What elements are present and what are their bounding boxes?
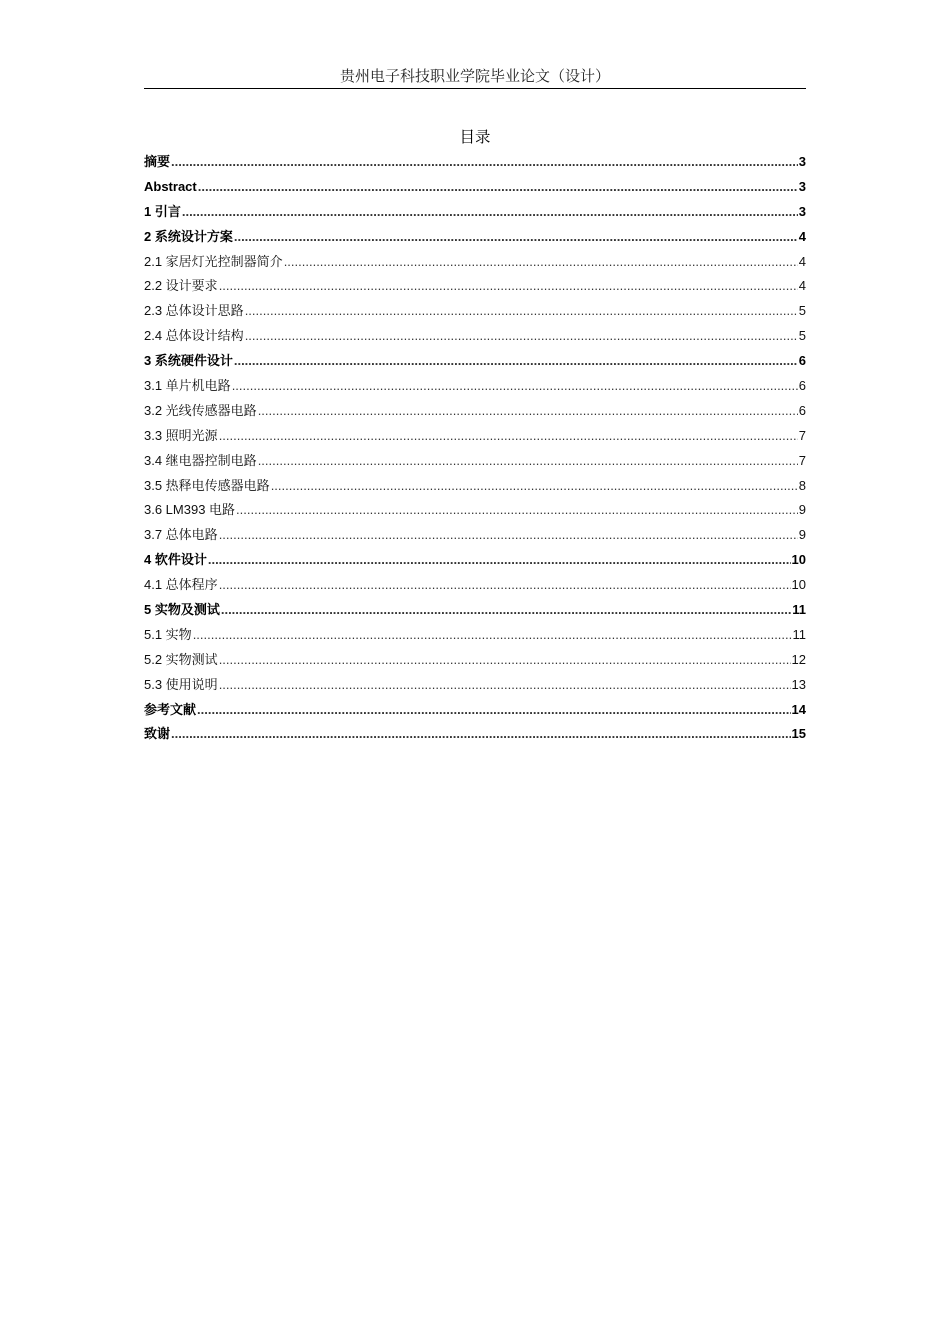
toc-entry-page: 9: [798, 527, 806, 543]
toc-entry-label: 3.3 照明光源: [144, 427, 218, 443]
toc-entry-page: 9: [798, 502, 806, 518]
toc-entry[interactable]: [144, 200, 806, 225]
toc-entry[interactable]: [144, 498, 806, 523]
toc-dot-leader: [219, 648, 791, 673]
toc-entry[interactable]: [144, 150, 806, 175]
toc-entry-page: 10: [791, 577, 806, 593]
toc-entry[interactable]: [144, 374, 806, 399]
toc-dot-leader: [197, 698, 791, 723]
toc-dot-leader: [182, 200, 798, 225]
toc-entry-label: 致谢: [144, 726, 171, 742]
toc-entry-page: 4: [798, 228, 806, 244]
toc-entry[interactable]: [144, 523, 806, 548]
toc-dot-leader: [219, 573, 791, 598]
toc-entry-label: 2.2 设计要求: [144, 278, 218, 294]
toc-dot-leader: [234, 225, 798, 250]
toc-entry-label: 4.1 总体程序: [144, 577, 218, 593]
toc-dot-leader: [198, 175, 798, 200]
toc-entry[interactable]: [144, 623, 806, 648]
toc-entry-page: 6: [798, 402, 806, 418]
toc-entry-page: 5: [798, 328, 806, 344]
toc-entry-page: 3: [798, 178, 806, 194]
toc-entry[interactable]: [144, 399, 806, 424]
toc-dot-leader: [245, 324, 798, 349]
toc-title: 目录: [459, 129, 491, 146]
toc-entry-page: 7: [798, 427, 806, 443]
toc-entry-page: 6: [798, 353, 806, 369]
toc-dot-leader: [171, 722, 791, 747]
toc-entry[interactable]: [144, 698, 806, 723]
toc-entry-label: 3 系统硬件设计: [144, 353, 233, 369]
toc-dot-leader: [236, 498, 798, 523]
toc-entry[interactable]: [144, 449, 806, 474]
toc-entry-label: 5 实物及测试: [144, 602, 220, 618]
toc-dot-leader: [234, 349, 798, 374]
toc-entry[interactable]: [144, 598, 806, 623]
toc-entry-label: 2 系统设计方案: [144, 228, 233, 244]
toc-entry-label: 3.2 光线传感器电路: [144, 402, 257, 418]
toc-dot-leader: [219, 523, 798, 548]
toc-dot-leader: [193, 623, 792, 648]
toc-entry-label: 3.1 单片机电路: [144, 378, 231, 394]
toc-entry-page: 6: [798, 378, 806, 394]
toc-entry-label: 5.2 实物测试: [144, 651, 218, 667]
toc-dot-leader: [258, 399, 798, 424]
toc-dot-leader: [219, 673, 791, 698]
toc-entry-page: 4: [798, 253, 806, 269]
toc-entry-label: 参考文献: [144, 701, 197, 717]
toc-entry[interactable]: [144, 722, 806, 747]
toc-entry-label: 2.4 总体设计结构: [144, 328, 244, 344]
toc-entry[interactable]: [144, 349, 806, 374]
toc-entry-page: 3: [798, 154, 806, 169]
toc-dot-leader: [245, 299, 798, 324]
toc-entry-label: 3.6 LM393 电路: [144, 502, 236, 518]
toc-entry[interactable]: [144, 250, 806, 275]
toc-dot-leader: [232, 374, 798, 399]
header-rule: [144, 88, 806, 89]
toc-dot-leader: [271, 474, 798, 499]
toc-entry[interactable]: [144, 573, 806, 598]
toc-entry-page: 5: [798, 303, 806, 319]
toc-dot-leader: [171, 150, 798, 175]
toc-entry-page: 10: [791, 552, 806, 568]
toc-entry[interactable]: [144, 548, 806, 573]
toc-entry-label: 3.5 热释电传感器电路: [144, 477, 270, 493]
toc-entry-label: 2.1 家居灯光控制器简介: [144, 253, 283, 269]
toc-entry[interactable]: [144, 299, 806, 324]
toc-entry[interactable]: [144, 274, 806, 299]
toc-entry-label: 5.1 实物: [144, 626, 192, 642]
toc-entry-page: 11: [792, 602, 806, 618]
toc-entry-page: 12: [791, 651, 806, 667]
toc-entry-page: 7: [798, 452, 806, 468]
toc-entry-label: 2.3 总体设计思路: [144, 303, 244, 319]
toc-dot-leader: [208, 548, 791, 573]
toc-entry[interactable]: [144, 673, 806, 698]
toc-entry[interactable]: [144, 225, 806, 250]
toc-entry-page: 15: [791, 726, 806, 742]
toc-entry-page: 3: [798, 203, 806, 219]
toc-entry-label: 3.4 继电器控制电路: [144, 452, 257, 468]
page-header: 贵州电子科技职业学院毕业论文（设计）: [339, 69, 610, 85]
toc-entry-page: 4: [798, 278, 806, 294]
toc-entry-page: 13: [791, 676, 806, 692]
toc-dot-leader: [284, 250, 798, 275]
toc-entry-label: 3.7 总体电路: [144, 527, 218, 543]
table-of-contents: [144, 150, 806, 747]
toc-dot-leader: [258, 449, 798, 474]
toc-entry-label: 1 引言: [144, 203, 181, 219]
toc-entry-page: 14: [791, 701, 806, 717]
toc-dot-leader: [221, 598, 791, 623]
toc-dot-leader: [219, 424, 798, 449]
toc-entry[interactable]: [144, 648, 806, 673]
toc-entry[interactable]: [144, 424, 806, 449]
toc-entry-label: 4 软件设计: [144, 552, 207, 568]
toc-dot-leader: [219, 274, 798, 299]
toc-entry-label: 5.3 使用说明: [144, 676, 218, 692]
toc-entry-page: 11: [792, 626, 806, 642]
toc-entry-page: 8: [798, 477, 806, 493]
toc-entry-label: Abstract: [144, 178, 197, 194]
toc-entry[interactable]: [144, 324, 806, 349]
toc-entry[interactable]: [144, 474, 806, 499]
toc-entry[interactable]: [144, 175, 806, 200]
toc-entry-label: 摘要: [144, 154, 171, 169]
